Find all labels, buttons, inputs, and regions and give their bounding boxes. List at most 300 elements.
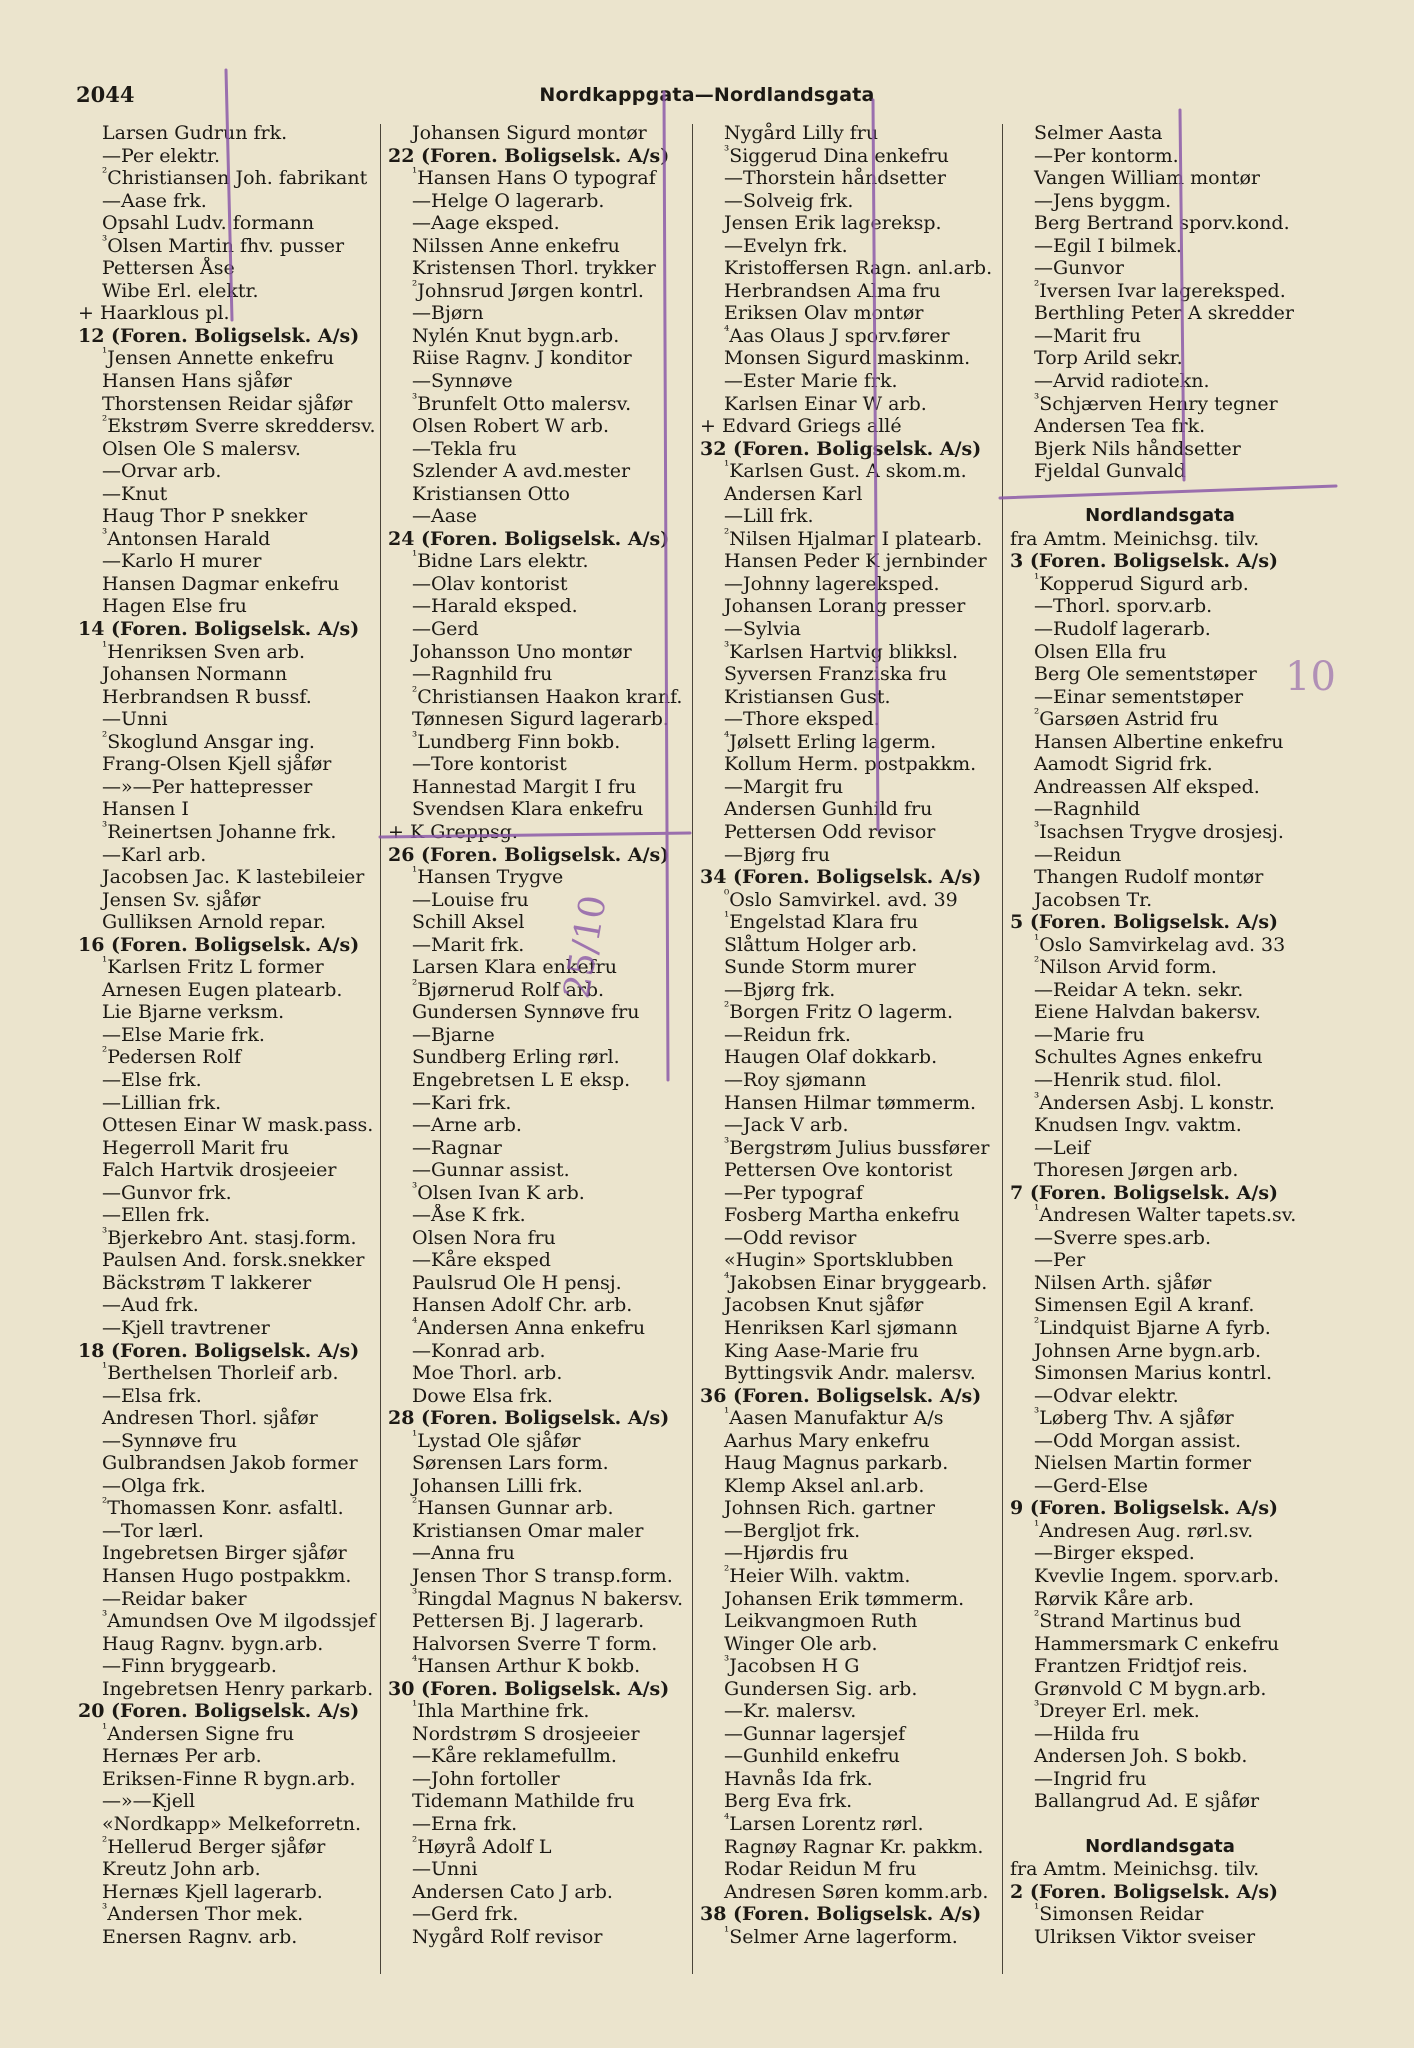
resident-entry — [78, 370, 378, 393]
line-text: Tønnesen Sigurd lagerarb. — [412, 708, 669, 731]
line-text: Torp Arild sekr. — [1034, 347, 1183, 370]
resident-entry — [388, 257, 688, 280]
resident-entry — [388, 1926, 688, 1949]
resident-entry — [700, 708, 1000, 731]
house-number-heading — [388, 1407, 688, 1430]
floor-marker: ² — [412, 1497, 418, 1512]
line-text: —Åse K frk. — [412, 1204, 526, 1227]
line-text: Hansen Dagmar enkefru — [102, 572, 340, 595]
floor-marker: ¹ — [724, 1925, 730, 1940]
line-text: Amundsen Ove M ilgodssjef — [107, 1610, 376, 1633]
line-text: —Thorl. sporv.arb. — [1034, 595, 1213, 618]
resident-entry — [78, 167, 378, 190]
line-text: Bergstrøm Julius bussfører — [729, 1136, 990, 1159]
resident-entry — [388, 1633, 688, 1656]
resident-entry — [700, 460, 1000, 483]
line-text: Nylén Knut bygn.arb. — [412, 324, 620, 347]
resident-entry — [700, 934, 1000, 957]
line-text: Simonsen Marius kontrl. — [1034, 1362, 1273, 1385]
resident-entry — [700, 1790, 1000, 1813]
resident-entry — [700, 911, 1000, 934]
line-text: Henriksen Sven arb. — [107, 640, 306, 663]
resident-entry — [1010, 956, 1310, 979]
line-text: —Gunnar lagersjef — [724, 1722, 906, 1745]
resident-entry — [78, 663, 378, 686]
line-text: —Aud frk. — [102, 1294, 199, 1317]
column-1 — [78, 122, 378, 1948]
line-text: Eriksen Olav montør — [724, 302, 924, 325]
house-number-heading — [78, 618, 378, 641]
line-text: —Aase frk. — [102, 189, 207, 212]
floor-marker: ² — [1034, 1316, 1040, 1331]
line-text: 36 (Foren. Boligselsk. A/s) — [700, 1384, 982, 1407]
resident-entry — [1010, 1092, 1310, 1115]
resident-entry — [1010, 1385, 1310, 1408]
line-text: —Synnøve fru — [102, 1429, 238, 1452]
resident-entry — [78, 1362, 378, 1385]
resident-entry — [388, 280, 688, 303]
line-text: Jacobsen Tr. — [1034, 888, 1153, 911]
resident-entry — [1010, 1069, 1310, 1092]
resident-entry — [700, 686, 1000, 709]
resident-entry — [78, 1926, 378, 1949]
line-text: Jacobsen Knut sjåfør — [724, 1294, 924, 1317]
line-text: Nilssen Anne enkefru — [412, 234, 620, 257]
line-text: Jølsett Erling lagerm. — [729, 730, 937, 753]
resident-entry — [78, 145, 378, 168]
street-title — [1010, 1836, 1310, 1859]
resident-entry — [700, 1745, 1000, 1768]
floor-marker: ² — [102, 730, 108, 745]
resident-entry — [388, 1294, 688, 1317]
line-text: —Anna fru — [412, 1542, 515, 1565]
floor-marker: ¹ — [724, 460, 730, 474]
line-text: Vangen William montør — [1034, 167, 1260, 190]
line-text: Siggerud Dina enkefru — [729, 144, 949, 167]
resident-entry — [388, 686, 688, 709]
line-text: —Hilda fru — [1034, 1722, 1140, 1745]
line-text: —Odvar elektr. — [1034, 1384, 1179, 1407]
house-number-heading — [388, 528, 688, 551]
resident-entry — [78, 1881, 378, 1904]
floor-marker: ⁴ — [412, 1316, 418, 1331]
line-text: Hansen Albertine enkefru — [1034, 730, 1284, 753]
resident-entry — [1010, 347, 1310, 370]
resident-entry — [1010, 1745, 1310, 1768]
line-text: Grønvold C M bygn.arb. — [1034, 1677, 1267, 1700]
floor-marker: ¹ — [1034, 1903, 1040, 1917]
spacer — [1010, 1813, 1310, 1836]
resident-entry — [388, 1137, 688, 1160]
resident-entry — [1010, 1407, 1310, 1430]
line-text: —Gunvor — [1034, 257, 1124, 280]
resident-entry — [1010, 393, 1310, 416]
line-text: 18 (Foren. Boligselsk. A/s) — [78, 1339, 360, 1362]
house-number-heading — [78, 1340, 378, 1363]
line-text: Andersen Thor mek. — [107, 1903, 304, 1926]
line-text: Oslo Samvirkel. avd. 39 — [729, 888, 958, 911]
floor-marker: ² — [102, 167, 108, 181]
floor-marker: ¹ — [102, 1722, 108, 1737]
resident-entry — [1010, 663, 1310, 686]
resident-entry — [388, 1836, 688, 1859]
resident-entry — [700, 1678, 1000, 1701]
line-text: Herbrandsen R bussf. — [102, 685, 312, 708]
resident-entry — [78, 911, 378, 934]
resident-entry — [388, 1475, 688, 1498]
resident-entry — [700, 753, 1000, 776]
line-text: Kristiansen Otto — [412, 482, 570, 505]
line-text: Szlender A avd.mester — [412, 460, 631, 483]
resident-entry — [1010, 1340, 1310, 1363]
line-text: —Sylvia — [724, 618, 801, 641]
resident-entry — [78, 347, 378, 370]
resident-entry — [700, 821, 1000, 844]
resident-entry — [1010, 145, 1310, 168]
resident-entry — [1010, 844, 1310, 867]
line-text: —Ragnar — [412, 1136, 502, 1159]
house-number-heading — [78, 934, 378, 957]
floor-marker: ¹ — [1034, 1519, 1040, 1534]
floor-marker: ³ — [1034, 1091, 1040, 1106]
line-text: + Edvard Griegs allé — [700, 415, 902, 438]
resident-entry — [700, 190, 1000, 213]
floor-marker: ² — [1034, 708, 1040, 722]
line-text: Simonsen Reidar — [1039, 1903, 1204, 1926]
resident-entry — [1010, 1046, 1310, 1069]
resident-entry — [1010, 753, 1310, 776]
line-text: fra Amtm. Meinichsg. tilv. — [1010, 527, 1260, 550]
line-text: «Hugin» Sportsklubben — [724, 1249, 954, 1272]
line-text: Hansen Hans O typograf — [417, 167, 656, 190]
resident-entry — [388, 1385, 688, 1408]
line-text: Andersen Tea frk. — [1034, 415, 1206, 438]
resident-entry — [78, 1475, 378, 1498]
resident-entry — [78, 1227, 378, 1250]
resident-entry — [388, 595, 688, 618]
line-text: Garsøen Astrid fru — [1039, 708, 1219, 731]
line-text: 32 (Foren. Boligselsk. A/s) — [700, 437, 982, 460]
resident-entry — [78, 956, 378, 979]
resident-entry — [388, 1497, 688, 1520]
resident-entry — [388, 393, 688, 416]
resident-entry — [700, 1227, 1000, 1250]
resident-entry — [700, 145, 1000, 168]
resident-entry — [700, 257, 1000, 280]
line-text: —Tore kontorist — [412, 753, 567, 776]
line-text: Halvorsen Sverre T form. — [412, 1632, 658, 1655]
floor-marker: ¹ — [412, 1429, 418, 1444]
floor-marker: ⁴ — [724, 324, 730, 339]
resident-entry — [1010, 167, 1310, 190]
line-text: Falch Hartvik drosjeeier — [102, 1159, 337, 1182]
line-text: Andersen Gunhild fru — [724, 798, 933, 821]
resident-entry — [1010, 1475, 1310, 1498]
resident-entry — [78, 866, 378, 889]
line-text: Bjerkebro Ant. stasj.form. — [107, 1226, 357, 1249]
line-text: —Margit fru — [724, 775, 844, 798]
line-text: —Gunhild enkefru — [724, 1745, 900, 1768]
resident-entry — [388, 1340, 688, 1363]
resident-entry — [700, 347, 1000, 370]
line-text: —Tor lærl. — [102, 1519, 204, 1542]
resident-entry — [388, 1227, 688, 1250]
resident-entry — [1010, 889, 1310, 912]
line-text: Haugen Olaf dokkarb. — [724, 1046, 938, 1069]
line-text: —Aase — [412, 505, 478, 528]
cross-street — [700, 415, 1000, 438]
resident-entry — [700, 1633, 1000, 1656]
resident-entry — [78, 1137, 378, 1160]
resident-entry — [1010, 1227, 1310, 1250]
floor-marker: ¹ — [412, 167, 418, 181]
line-text: Knudsen Ingv. vaktm. — [1034, 1114, 1242, 1137]
line-text: —Gerd — [412, 618, 479, 641]
house-number-heading — [700, 1903, 1000, 1926]
resident-entry — [700, 1204, 1000, 1227]
line-text: Eiene Halvdan bakersv. — [1034, 1001, 1261, 1024]
line-text: Hansen Hans sjåfør — [102, 370, 292, 393]
line-text: Hansen Hilmar tømmerm. — [724, 1091, 977, 1114]
resident-entry — [388, 167, 688, 190]
resident-entry — [388, 1452, 688, 1475]
line-text: Hernæs Kjell lagerarb. — [102, 1880, 323, 1903]
resident-entry — [700, 1340, 1000, 1363]
resident-entry — [700, 212, 1000, 235]
floor-marker: ³ — [1034, 1700, 1040, 1714]
street-title — [1010, 505, 1310, 528]
line-text: Hegerroll Marit fru — [102, 1136, 289, 1159]
resident-entry — [700, 979, 1000, 1002]
floor-marker: ³ — [724, 640, 730, 655]
house-number-heading — [1010, 550, 1310, 573]
line-text: —Evelyn frk. — [724, 234, 848, 257]
line-text: —Per — [1034, 1249, 1086, 1272]
line-text: —Bergljot frk. — [724, 1519, 861, 1542]
line-text: Jacobsen H G — [729, 1655, 860, 1678]
line-text: Thangen Rudolf montør — [1034, 866, 1264, 889]
resident-entry — [78, 979, 378, 1002]
line-text: —Kjell travtrener — [102, 1316, 270, 1339]
line-text: —Marit fru — [1034, 324, 1141, 347]
line-text: Berg Ole sementstøper — [1034, 663, 1257, 686]
line-text: Andersen Cato J arb. — [412, 1880, 613, 1903]
resident-entry — [78, 483, 378, 506]
line-text: —John fortoller — [412, 1767, 560, 1790]
spacer — [1010, 483, 1310, 506]
resident-entry — [1010, 1588, 1310, 1611]
line-text: —Harald eksped. — [412, 595, 578, 618]
floor-marker: ¹ — [1034, 572, 1040, 587]
resident-entry — [388, 708, 688, 731]
line-text: Syversen Franziska fru — [724, 663, 947, 686]
resident-entry — [78, 1588, 378, 1611]
floor-marker: ² — [724, 1565, 730, 1579]
floor-marker: ¹ — [724, 1407, 730, 1421]
line-text: Schultes Agnes enkefru — [1034, 1046, 1263, 1069]
floor-marker: ¹ — [412, 1700, 418, 1714]
floor-marker: ³ — [102, 234, 108, 249]
line-text: 2 (Foren. Boligselsk. A/s) — [1010, 1880, 1279, 1903]
line-text: Reinertsen Johanne frk. — [107, 820, 337, 843]
line-text: —Arvid radiotekn. — [1034, 370, 1210, 393]
line-text: Pettersen Bj. J lagerarb. — [412, 1610, 645, 1633]
resident-entry — [78, 1294, 378, 1317]
resident-entry — [1010, 1542, 1310, 1565]
line-text: —Per elektr. — [102, 144, 221, 167]
resident-entry — [1010, 370, 1310, 393]
line-text: Ingebretsen Henry parkarb. — [102, 1677, 374, 1700]
floor-marker: ⁴ — [412, 1655, 418, 1669]
line-text: —»—Per hattepresser — [102, 775, 313, 798]
resident-entry — [388, 1001, 688, 1024]
resident-entry — [388, 415, 688, 438]
column-3 — [700, 122, 1000, 1948]
resident-entry — [388, 1182, 688, 1205]
resident-entry — [388, 641, 688, 664]
resident-entry — [1010, 686, 1310, 709]
line-text: Selmer Arne lagerform. — [729, 1925, 958, 1948]
floor-marker: ¹ — [724, 911, 730, 925]
line-text: —Unni — [102, 708, 168, 731]
line-text: Andreassen Alf eksped. — [1034, 775, 1260, 798]
line-text: —Odd Morgan assist. — [1034, 1429, 1242, 1452]
line-text: Nielsen Martin former — [1034, 1452, 1252, 1475]
floor-marker: ³ — [412, 1587, 418, 1602]
resident-entry — [78, 280, 378, 303]
resident-entry — [388, 122, 688, 145]
line-text: Aarhus Mary enkefru — [724, 1429, 930, 1452]
line-text: Thoresen Jørgen arb. — [1034, 1159, 1239, 1182]
line-text: Heier Wilh. vaktm. — [729, 1565, 911, 1587]
line-text: Pettersen Åse — [102, 257, 235, 280]
line-text: Hansen I — [102, 798, 189, 821]
line-text: Andersen Karl — [724, 482, 863, 505]
line-text: Sundberg Erling rørl. — [412, 1046, 620, 1069]
resident-entry — [700, 1317, 1000, 1340]
floor-marker: ² — [412, 685, 418, 700]
floor-marker: ³ — [724, 1136, 730, 1151]
floor-marker: ³ — [412, 1181, 418, 1196]
line-text: Brunfelt Otto malersv. — [417, 392, 632, 415]
resident-entry — [78, 1159, 378, 1182]
resident-entry — [78, 798, 378, 821]
resident-entry — [78, 1249, 378, 1272]
line-text: —Birger eksped. — [1034, 1542, 1195, 1565]
resident-entry — [78, 1723, 378, 1746]
resident-entry — [1010, 1159, 1310, 1182]
line-text: Hansen Hugo postpakkm. — [102, 1565, 352, 1587]
resident-entry — [700, 1542, 1000, 1565]
resident-entry — [388, 1114, 688, 1137]
line-text: Kopperud Sigurd arb. — [1039, 572, 1249, 595]
line-text: Christiansen Haakon kranf. — [417, 685, 683, 708]
resident-entry — [78, 1655, 378, 1678]
resident-entry — [700, 844, 1000, 867]
resident-entry — [388, 663, 688, 686]
resident-entry — [388, 1610, 688, 1633]
line-text: Kristoffersen Ragn. anl.arb. — [724, 257, 993, 280]
resident-entry — [700, 1881, 1000, 1904]
line-text: —Ingrid fru — [1034, 1767, 1147, 1790]
line-text: Fjeldal Gunvald — [1034, 460, 1186, 483]
line-text: —Egil I bilmek. — [1034, 234, 1182, 257]
line-text: Wibe Erl. elektr. — [102, 279, 259, 302]
house-number-heading — [700, 438, 1000, 461]
floor-marker: ² — [724, 1001, 730, 1015]
line-text: Johnsen Arne bygn.arb. — [1034, 1339, 1262, 1362]
resident-entry — [78, 1903, 378, 1926]
line-text: «Nordkapp» Melkeforretn. — [102, 1813, 362, 1836]
resident-entry — [78, 573, 378, 596]
line-text: Lie Bjarne verksm. — [102, 1001, 285, 1024]
resident-entry — [1010, 1790, 1310, 1813]
line-text: Schill Aksel — [412, 911, 525, 934]
house-number-heading — [78, 1700, 378, 1723]
resident-entry — [78, 122, 378, 145]
resident-entry — [1010, 302, 1310, 325]
resident-entry — [78, 1745, 378, 1768]
line-text: —Roy sjømann — [724, 1068, 867, 1091]
line-text: —Aage eksped. — [412, 212, 560, 235]
resident-entry — [388, 1768, 688, 1791]
resident-entry — [700, 1362, 1000, 1385]
resident-entry — [1010, 1317, 1310, 1340]
resident-entry — [388, 1542, 688, 1565]
line-text: Andersen Signe fru — [107, 1722, 295, 1745]
line-text: Kollum Herm. postpakkm. — [724, 753, 977, 776]
line-text: Engebretsen L E eksp. — [412, 1068, 631, 1091]
line-text: Iversen Ivar lagereksped. — [1039, 279, 1286, 302]
resident-entry — [388, 776, 688, 799]
line-text: Kreutz John arb. — [102, 1858, 261, 1881]
resident-entry — [1010, 1655, 1310, 1678]
line-text: —Solveig frk. — [724, 189, 854, 212]
line-text: Nilsen Hjalmar I platearb. — [729, 527, 983, 550]
line-text: —Reidar baker — [102, 1587, 247, 1610]
line-text: —Reidar A tekn. sekr. — [1034, 978, 1244, 1001]
line-text: Jensen Sv. sjåfør — [102, 888, 261, 911]
resident-entry — [1010, 1520, 1310, 1543]
resident-entry — [1010, 212, 1310, 235]
resident-entry — [78, 460, 378, 483]
resident-entry — [388, 212, 688, 235]
resident-entry — [388, 1745, 688, 1768]
resident-entry — [78, 1836, 378, 1859]
line-text: Sunde Storm murer — [724, 956, 916, 979]
floor-marker: ² — [412, 279, 418, 294]
floor-marker: ³ — [102, 1903, 108, 1917]
floor-marker: ⁴ — [724, 1271, 730, 1286]
line-text: 3 (Foren. Boligselsk. A/s) — [1010, 550, 1279, 573]
line-text: Klemp Aksel anl.arb. — [724, 1474, 925, 1497]
line-text: Byttingsvik Andr. malersv. — [724, 1362, 976, 1385]
line-text: —Ragnhild fru — [412, 663, 553, 686]
line-text: Strand Martinus bud — [1039, 1610, 1242, 1633]
resident-entry — [700, 1272, 1000, 1295]
floor-marker: ³ — [102, 1226, 108, 1241]
resident-entry — [1010, 934, 1310, 957]
line-text: —Konrad arb. — [412, 1339, 546, 1362]
resident-entry — [78, 1385, 378, 1408]
house-number-heading — [1010, 1881, 1310, 1904]
resident-entry — [78, 1452, 378, 1475]
resident-entry — [1010, 1903, 1310, 1926]
line-text: —Lill frk. — [724, 505, 814, 528]
line-text: 24 (Foren. Boligselsk. A/s) — [388, 527, 670, 550]
line-text: Andresen Aug. rørl.sv. — [1039, 1519, 1254, 1542]
house-number-heading — [1010, 911, 1310, 934]
